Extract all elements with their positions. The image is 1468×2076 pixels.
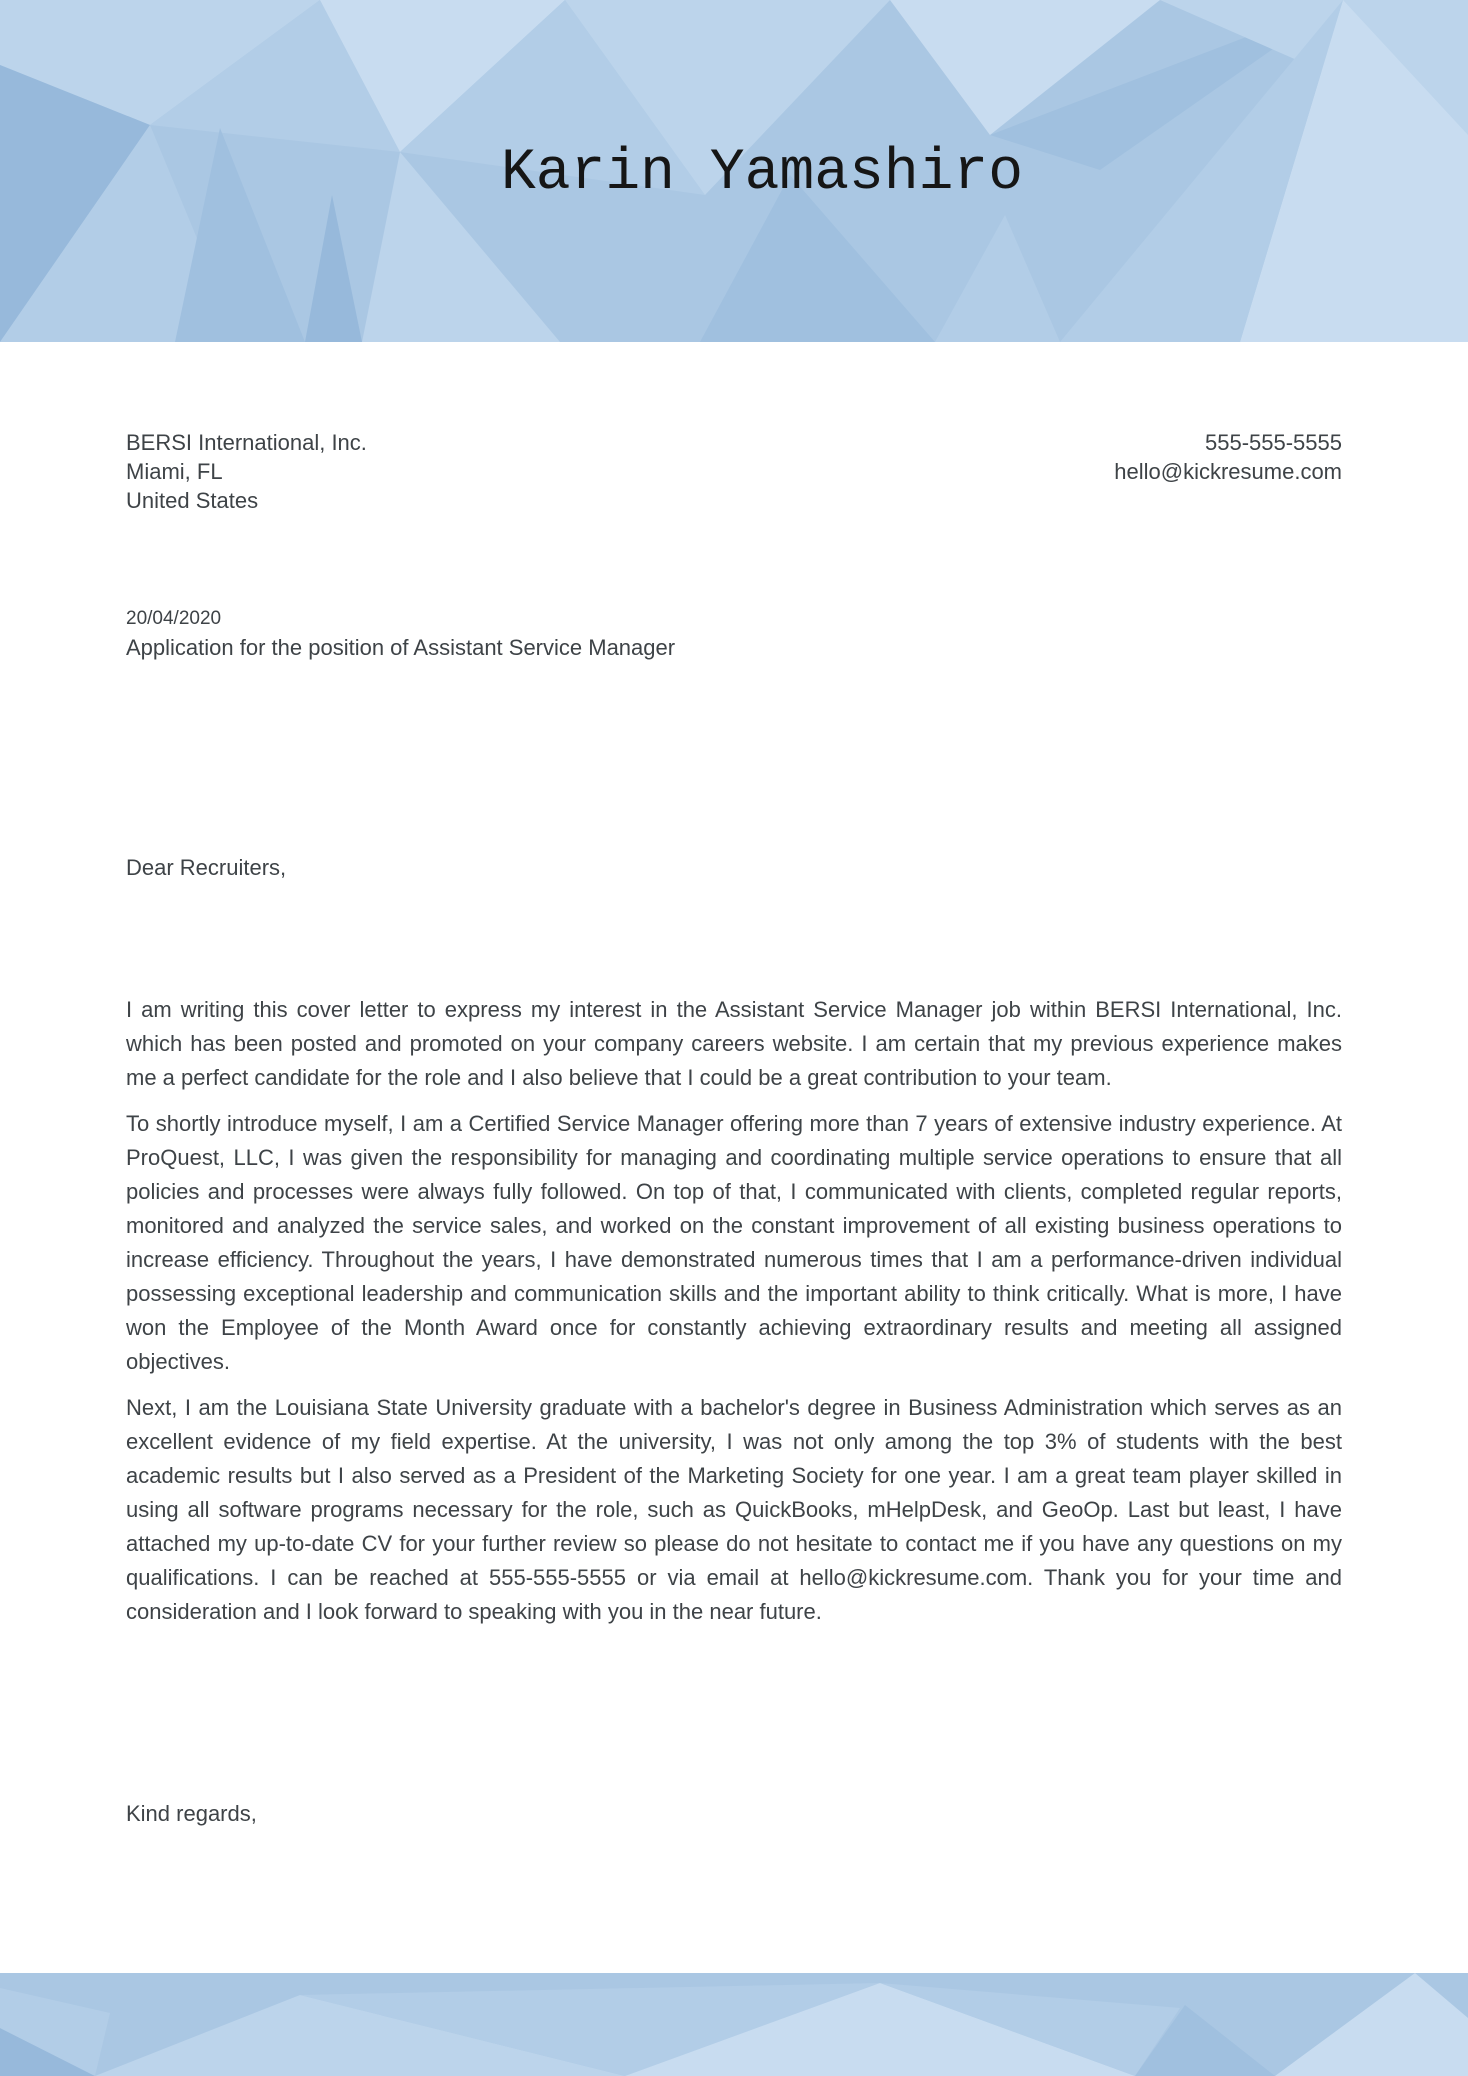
page-title-name: Karin Yamashiro [500, 141, 1024, 206]
letter-subject: Application for the position of Assistant Service Manager [126, 635, 676, 660]
letter-date: 20/04/2020 [126, 608, 222, 629]
recipient-block [126, 428, 367, 515]
footer-pattern-graphic [0, 1973, 1468, 2076]
paragraph-3: Next, I am the Louisiana State University graduate with a bachelor's degree in Business Administration which serves as an excellent evidence of my field expertise. At the university, I was not only among the top 3% of students with the best academic results but I also served as a President of the Marketing Society for one year. I am a great team player skilled in using all software programs necessary for the role, such as QuickBooks, mHelpDesk, and GeoOp. Last but least, I have attached my up-to-date CV for your further review so please do not hesitate to contact me if you have any questions on my qualifications. I can be reached at 555-555-5555 or via email at hello@kickresume.com. Thank you for your time and consideration and I look forward to speaking with you in the near future. [126, 1395, 1342, 1624]
recipient-city: Miami, FL [126, 459, 223, 484]
footer-banner [0, 1973, 1468, 2076]
letter-body [0, 428, 1468, 1829]
contact-phone: 555-555-5555 [1204, 430, 1342, 455]
recipient-country: United States [126, 488, 259, 513]
date-subject-block [126, 606, 1342, 664]
paragraphs-block [126, 993, 1342, 1629]
salutation: Dear Recruiters, [126, 855, 287, 880]
contact-email: hello@kickresume.com [1114, 459, 1342, 484]
paragraph-2: To shortly introduce myself, I am a Certified Service Manager offering more than 7 years of extensive industry experience. At ProQuest, LLC, I was given the responsibility for managing and coordinating multiple service operations to ensure that all policies and processes were always fully followed. On top of that, I communicated with clients, completed regular reports, monitored and analyzed the service sales, and worked on the constant improvement of all existing business operations to increase efficiency. Throughout the years, I have demonstrated numerous times that I am a performance-driven individual possessing exceptional leadership and communication skills and the important ability to think critically. What is more, I have won the Employee of the Month Award once for constantly achieving extraordinary results and meeting all assigned objectives. [126, 1111, 1342, 1374]
header-banner [0, 0, 1468, 342]
paragraph-1: I am writing this cover letter to express my interest in the Assistant Service Manager job within BERSI International, Inc. which has been posted and promoted on your company careers website. I am certain that my previous experience makes me a perfect candidate for the role and I also believe that I could be a great contribution to your team. [126, 997, 1342, 1090]
contact-block [1114, 428, 1342, 486]
recipient-company: BERSI International, Inc. [126, 430, 367, 455]
closing: Kind regards, [126, 1801, 257, 1826]
info-row [126, 428, 1342, 515]
